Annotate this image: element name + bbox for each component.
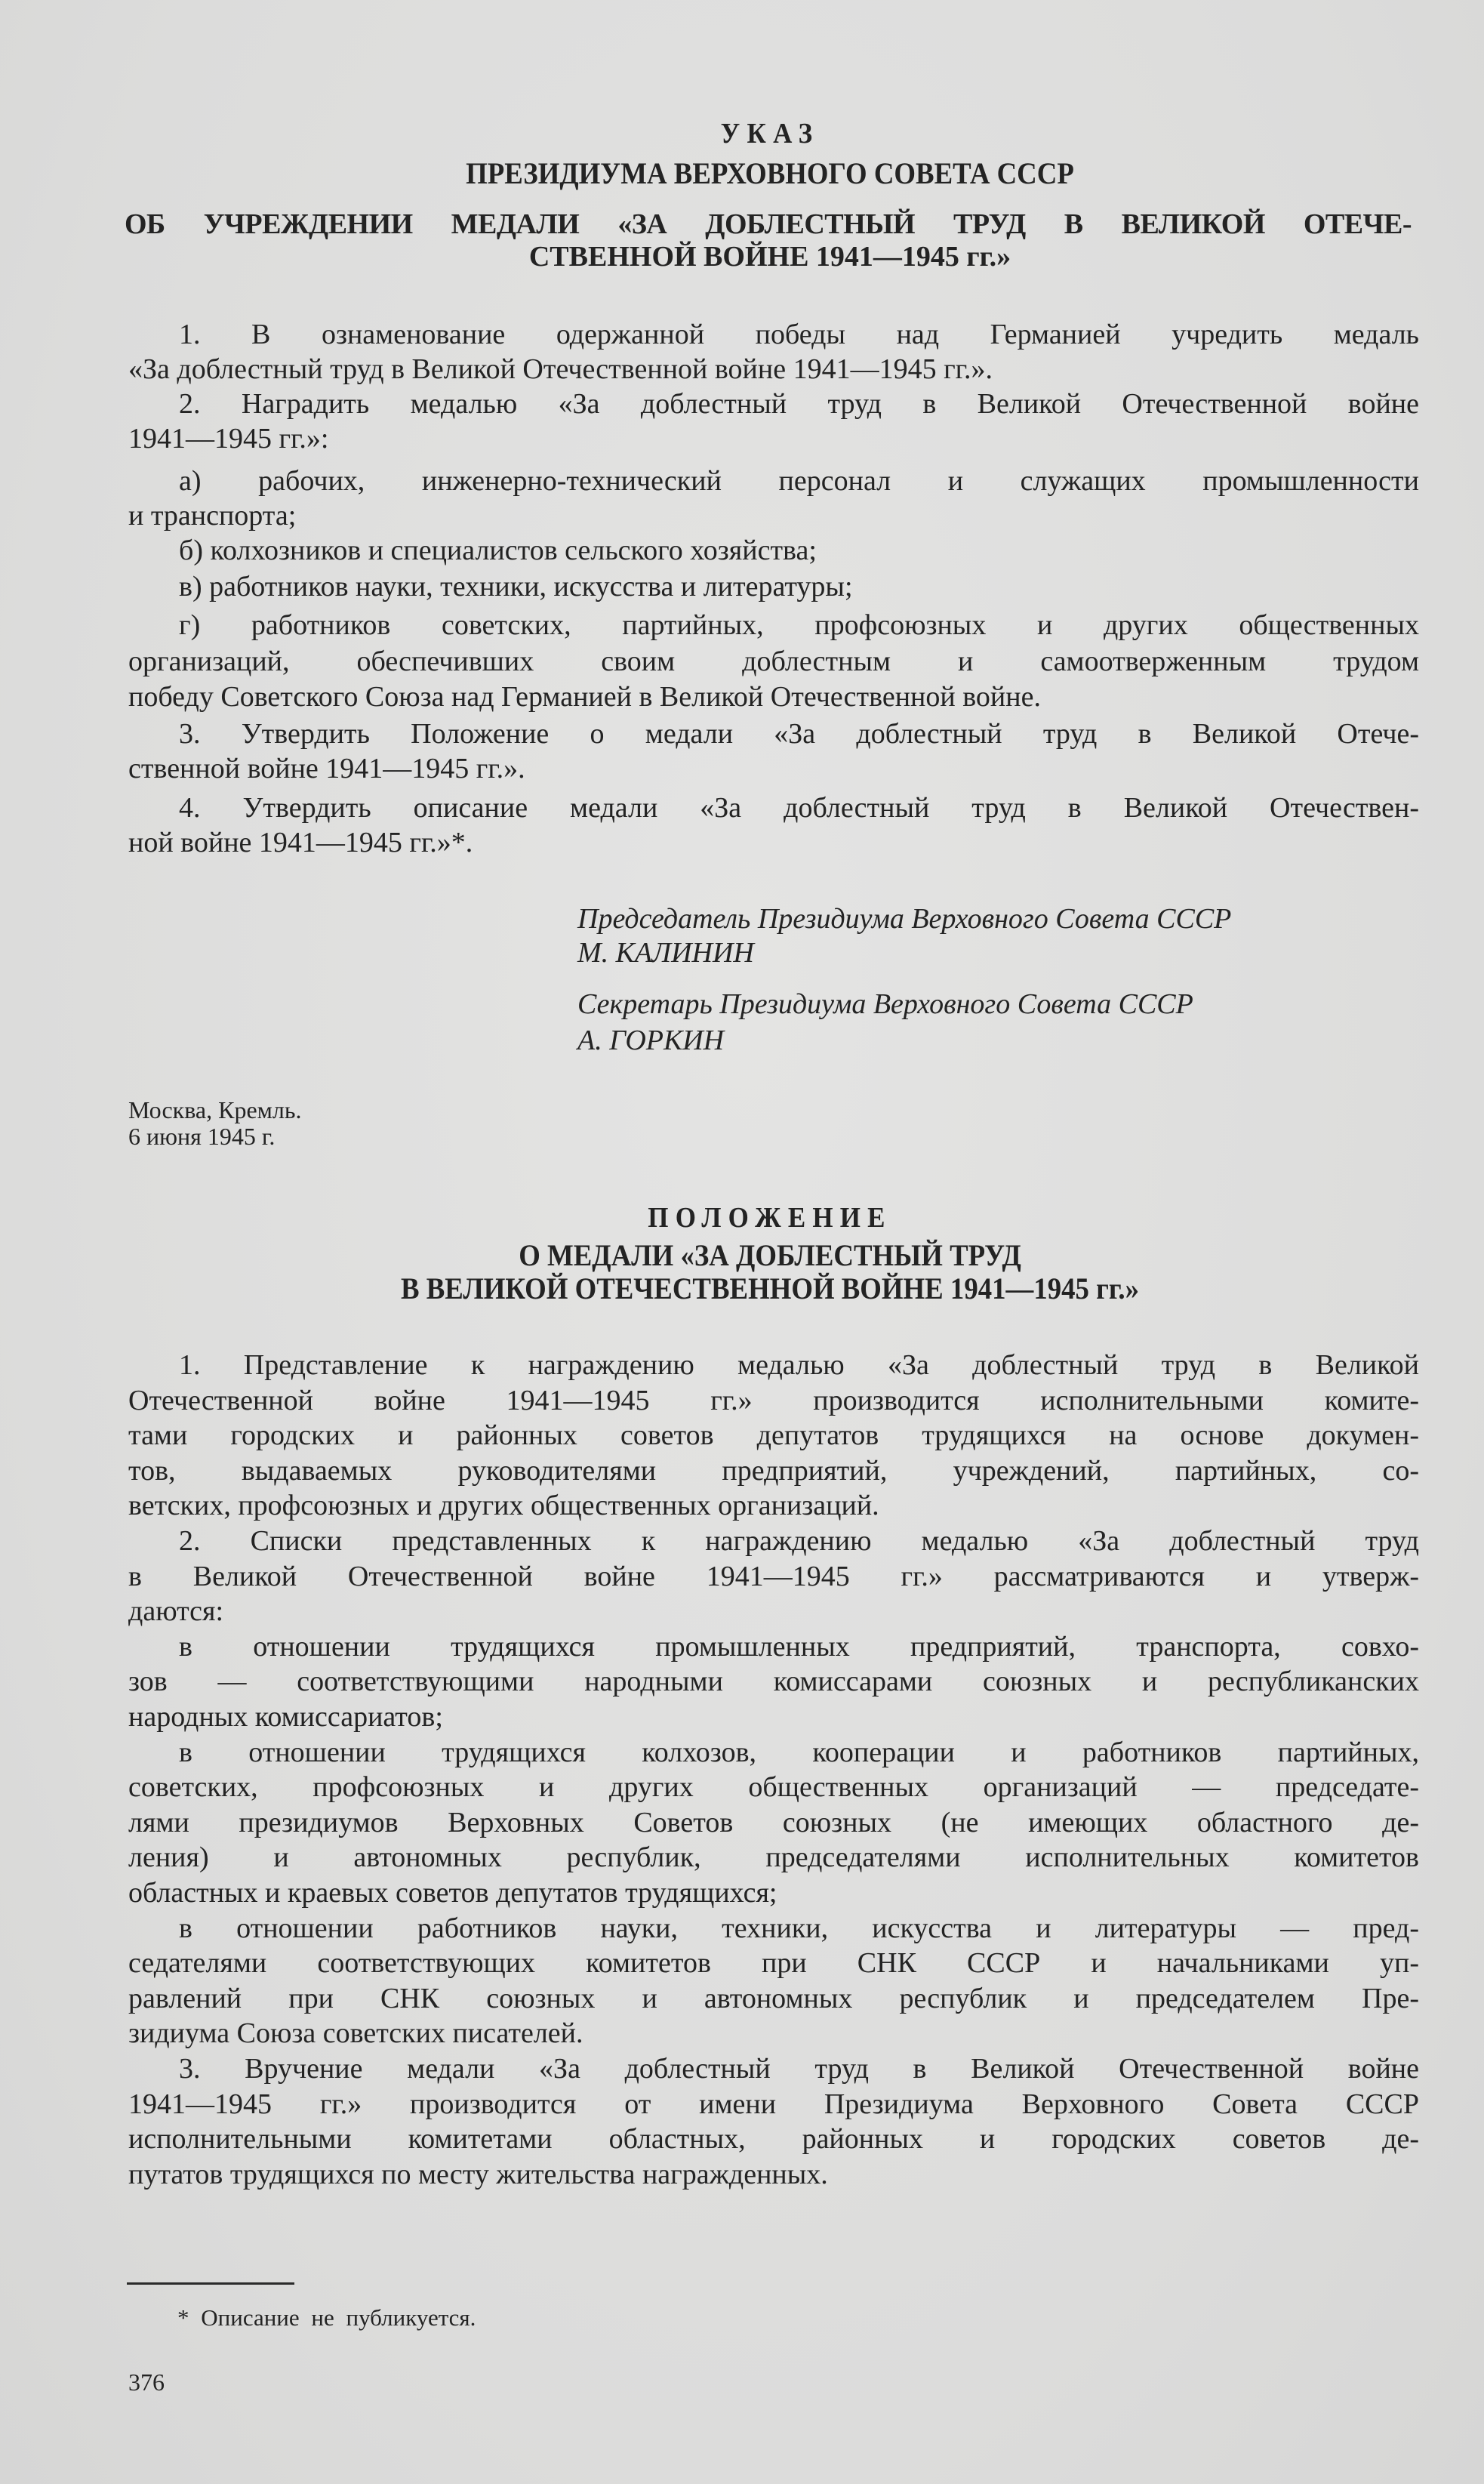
regulation-heading-line: О МЕДАЛИ «ЗА ДОБЛЕСТНЫЙ ТРУД bbox=[519, 1238, 1021, 1272]
text-line: 2. Наградить медалью «За доблестный труд в Великой Отечественной войне bbox=[179, 388, 1419, 420]
place-of-signing: Москва, Кремль. bbox=[128, 1096, 302, 1123]
chairman-title: Председатель Президиума Верховного Совета СССР bbox=[577, 903, 1232, 935]
text-line: а) рабочих, инженерно-технический персонал и служащих промышленности bbox=[179, 465, 1419, 497]
decree-heading-line: ОБ УЧРЕЖДЕНИИ МЕДАЛИ «ЗА ДОБЛЕСТНЫЙ ТРУД В ВЕЛИКОЙ ОТЕЧЕ- bbox=[125, 208, 1412, 240]
text-line: зов — соответствующими народными комиссарами союзных и республиканских bbox=[128, 1666, 1419, 1697]
text-line: ственной войне 1941—1945 гг.». bbox=[128, 753, 525, 784]
text-line: исполнительными комитетами областных, районных и городских советов де- bbox=[128, 2123, 1419, 2155]
text-line: в) работников науки, техники, искусства и литературы; bbox=[179, 571, 853, 603]
text-line: равлений при СНК союзных и автономных республик и председателем Пре- bbox=[128, 1983, 1419, 2014]
text-line: ления) и автономных республик, председателями исполнительных комитетов bbox=[128, 1841, 1419, 1873]
text-line: организаций, обеспечивших своим доблестным и самоотверженным трудом bbox=[128, 646, 1419, 677]
text-line: тами городских и районных советов депутатов трудящихся на основе докумен- bbox=[128, 1419, 1419, 1451]
text-line: «За доблестный труд в Великой Отечественной войне 1941—1945 гг.». bbox=[128, 353, 993, 385]
text-line: областных и краевых советов депутатов трудящихся; bbox=[128, 1877, 777, 1909]
text-line: 1941—1945 гг.»: bbox=[128, 423, 329, 455]
text-line: седателями соответствующих комитетов при СНК СССР и начальниками уп- bbox=[128, 1947, 1419, 1979]
text-line: народных комиссариатов; bbox=[128, 1701, 443, 1733]
text-line: и транспорта; bbox=[128, 500, 297, 532]
text-line: 1. Представление к награждению медалью «За доблестный труд в Великой bbox=[179, 1349, 1419, 1381]
text-line: тов, выдаваемых руководителями предприятий, учреждений, партийных, со- bbox=[128, 1455, 1419, 1487]
text-line: в отношении трудящихся колхозов, кооперации и работников партийных, bbox=[179, 1737, 1419, 1768]
text-line: 4. Утвердить описание медали «За доблестный труд в Великой Отечествен- bbox=[179, 792, 1419, 824]
secretary-name: А. ГОРКИН bbox=[577, 1025, 725, 1056]
text-line: победу Советского Союза над Германией в Великой Отечественной войне. bbox=[128, 681, 1041, 713]
text-line: 3. Вручение медали «За доблестный труд в Великой Отечественной войне bbox=[179, 2053, 1419, 2085]
decree-subtitle: ПРЕЗИДИУМА ВЕРХОВНОГО СОВЕТА СССР bbox=[466, 156, 1074, 190]
chairman-name: М. КАЛИНИН bbox=[577, 937, 754, 969]
date-of-signing: 6 июня 1945 г. bbox=[128, 1123, 276, 1150]
decree-heading-line: СТВЕННОЙ ВОЙНЕ 1941—1945 гг.» bbox=[528, 241, 1011, 273]
footnote-rule bbox=[127, 2282, 294, 2285]
text-line: в Великой Отечественной войне 1941—1945 гг.» рассматриваются и утверж- bbox=[128, 1561, 1419, 1592]
text-line: в отношении трудящихся промышленных предприятий, транспорта, совхо- bbox=[179, 1631, 1419, 1663]
text-line: 2. Списки представленных к награждению медалью «За доблестный труд bbox=[179, 1525, 1419, 1557]
text-line: ной войне 1941—1945 гг.»*. bbox=[128, 827, 473, 858]
footnote: * Описание не публикуется. bbox=[177, 2304, 476, 2331]
text-line: лями президиумов Верховных Советов союзных (не имеющих областного де- bbox=[128, 1807, 1419, 1838]
text-line: г) работников советских, партийных, профсоюзных и других общественных bbox=[179, 609, 1419, 641]
decree-title: УКАЗ bbox=[720, 118, 820, 149]
page-number: 376 bbox=[128, 2368, 165, 2396]
text-line: б) колхозников и специалистов сельского хозяйства; bbox=[179, 535, 817, 566]
text-line: советских, профсоюзных и других общественных организаций — председате- bbox=[128, 1771, 1419, 1803]
text-line: 1. В ознаменование одержанной победы над Германией учредить медаль bbox=[179, 319, 1419, 350]
text-line: в отношении работников науки, техники, искусства и литературы — пред- bbox=[179, 1912, 1419, 1944]
secretary-title: Секретарь Президиума Верховного Совета СССР bbox=[577, 988, 1193, 1020]
text-line: Отечественной войне 1941—1945 гг.» производится исполнительными комите- bbox=[128, 1385, 1419, 1416]
regulation-title: ПОЛОЖЕНИЕ bbox=[648, 1202, 892, 1234]
text-line: ветских, профсоюзных и других общественных организаций. bbox=[128, 1490, 879, 1521]
text-line: 1941—1945 гг.» производится от имени Президиума Верховного Совета СССР bbox=[128, 2088, 1419, 2120]
text-line: даются: bbox=[128, 1595, 224, 1627]
text-line: зидиума Союза советских писателей. bbox=[128, 2017, 583, 2049]
text-line: 3. Утвердить Положение о медали «За доблестный труд в Великой Отече- bbox=[179, 718, 1419, 750]
text-line: путатов трудящихся по месту жительства награжденных. bbox=[128, 2159, 828, 2190]
regulation-heading-line: В ВЕЛИКОЙ ОТЕЧЕСТВЕННОЙ ВОЙНЕ 1941—1945 гг.» bbox=[400, 1271, 1140, 1305]
